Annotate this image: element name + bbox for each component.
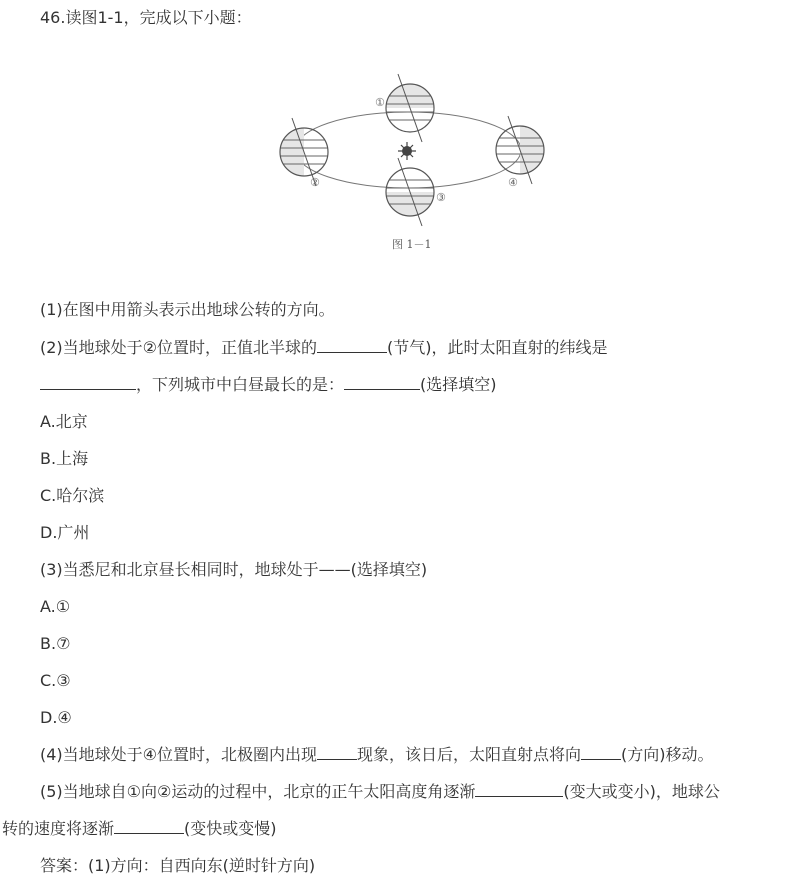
label-position-1: ① <box>375 96 385 109</box>
q4-text-1: (4)当地球处于④位置时，北极圈内出现 <box>40 745 318 764</box>
q3-option-a: A.① <box>40 597 71 616</box>
answer-blank-direction[interactable] <box>581 745 621 760</box>
q4-text-3: (方向)移动。 <box>621 745 714 764</box>
q2-text-2: (节气)，此时太阳直射的纬线是 <box>387 338 608 357</box>
q2-option-b: B.上海 <box>40 449 89 468</box>
label-position-2: ② <box>310 176 320 189</box>
answer-blank-solar-altitude[interactable] <box>475 782 563 797</box>
answer-blank-latitude[interactable] <box>40 375 136 390</box>
label-position-4: ④ <box>508 176 518 189</box>
orbit-diagram <box>270 70 560 265</box>
q2-text-4: (选择填空) <box>420 375 497 394</box>
q5-text-2: (变大或变小)，地球公 <box>563 782 720 801</box>
q3-option-c: C.③ <box>40 671 71 690</box>
q5-text-1: (5)当地球自①向②运动的过程中，北京的正午太阳高度角逐渐 <box>40 782 476 801</box>
q2-text-1: (2)当地球处于②位置时，正值北半球的 <box>40 338 318 357</box>
sun-icon <box>398 142 416 160</box>
answer-line: 答案：(1)方向：自西向东(逆时针方向) <box>40 856 316 875</box>
question-2-line-2 <box>40 373 497 397</box>
earth-position-1 <box>386 84 434 120</box>
earth-orbit-figure <box>270 70 560 265</box>
q2-option-c: C.哈尔滨 <box>40 486 105 505</box>
question-header: 46.读图1-1，完成以下小题： <box>40 8 252 27</box>
answer-blank-phenomenon[interactable] <box>317 745 357 760</box>
question-4 <box>40 743 714 767</box>
answer-blank-orbit-speed[interactable] <box>114 819 184 834</box>
question-3: (3)当悉尼和北京昼长相同时，地球处于——(选择填空) <box>40 560 428 579</box>
answer-blank-solar-term[interactable] <box>317 338 387 353</box>
question-2-line-1 <box>40 336 608 360</box>
earth-position-3 <box>386 180 434 216</box>
question-5-line-1 <box>40 780 720 804</box>
question-5-line-2 <box>2 817 277 841</box>
q2-option-a: A.北京 <box>40 412 88 431</box>
q5-text-4: (变快或变慢) <box>184 819 277 838</box>
q2-text-3: ，下列城市中白昼最长的是： <box>136 375 345 394</box>
question-1: (1)在图中用箭头表示出地球公转的方向。 <box>40 300 335 319</box>
q2-option-d: D.广州 <box>40 523 90 542</box>
label-position-3: ③ <box>436 191 446 204</box>
q5-text-3: 转的速度将逐渐 <box>2 819 115 838</box>
q3-option-b: B.⑦ <box>40 634 71 653</box>
q3-option-d: D.④ <box>40 708 72 727</box>
answer-blank-city[interactable] <box>344 375 420 390</box>
figure-caption: 图 1－1 <box>392 238 432 251</box>
q4-text-2: 现象，该日后，太阳直射点将向 <box>357 745 582 764</box>
